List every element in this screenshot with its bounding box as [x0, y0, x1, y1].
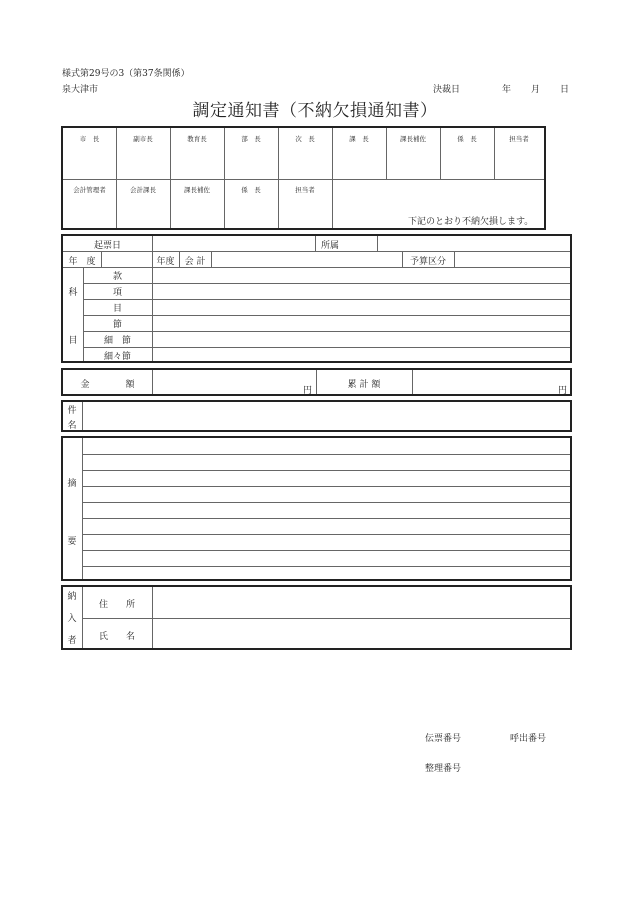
- budget-category-label: 予算区分: [409, 257, 446, 267]
- subject-row-saisaisetsu: 細々節: [103, 352, 131, 362]
- account-label: 会 計: [184, 257, 206, 267]
- cumulative-unit: 円: [558, 386, 568, 396]
- subject-label-bottom: 目: [68, 336, 78, 346]
- budget-category-field[interactable]: [455, 252, 570, 267]
- day-label: 日: [560, 85, 570, 95]
- subject-matter-label-bottom: 名: [67, 421, 77, 431]
- approval-person-in-charge: 担当者: [509, 135, 529, 143]
- month-label: 月: [531, 85, 541, 95]
- subject-row-kan: 款: [112, 272, 122, 282]
- details-table: [61, 234, 572, 363]
- payer-name-label: 氏 名: [98, 632, 135, 642]
- summary-table: [61, 436, 572, 581]
- approval-statement: 下記のとおり不納欠損します。: [408, 217, 534, 227]
- approval-section-chief: 課 長: [349, 135, 369, 143]
- department-field[interactable]: [378, 236, 570, 251]
- summary-label-top: 摘: [67, 479, 77, 489]
- subject-matter-table: [61, 400, 572, 432]
- approval-director: 部 長: [241, 135, 261, 143]
- form-number: 様式第29号の3（第37条関係）: [62, 69, 190, 79]
- amount-table: [61, 368, 572, 396]
- summary-label-bottom: 要: [67, 537, 77, 547]
- issue-date-field[interactable]: [153, 236, 315, 251]
- payer-address-label: 住 所: [98, 600, 135, 610]
- year-label: 年: [502, 85, 512, 95]
- payer-label-2: 入: [67, 614, 77, 624]
- approval-accounting-assistant-chief: 課長補佐: [184, 186, 210, 194]
- approval-table: [61, 126, 546, 230]
- decision-date-label: 決裁日: [433, 85, 461, 95]
- subject-row-saisetsu: 細 節: [103, 336, 131, 346]
- approval-accounting-person-in-charge: 担当者: [295, 186, 315, 194]
- fiscal-year-label: 年 度: [68, 257, 96, 267]
- approval-accounting-manager: 会計管理者: [73, 186, 106, 194]
- amount-field[interactable]: [153, 370, 316, 394]
- approval-deputy-director: 次 長: [295, 135, 315, 143]
- subject-row-setsu: 節: [112, 320, 122, 330]
- payer-table: [61, 585, 572, 650]
- cumulative-field[interactable]: [413, 370, 570, 394]
- fiscal-year-suffix: 年度: [156, 257, 175, 267]
- amount-label: 金 額: [80, 380, 135, 390]
- subject-row-kou: 項: [112, 288, 122, 298]
- approval-mayor: 市 長: [79, 135, 100, 143]
- summary-field[interactable]: [83, 438, 570, 579]
- approval-accounting-chief: 会計課長: [130, 186, 156, 194]
- payer-label-1: 納: [67, 592, 77, 602]
- reference-number-label: 整理番号: [425, 764, 462, 774]
- approval-assistant-chief: 課長補佐: [400, 135, 426, 143]
- approval-accounting-subsection-chief: 係 長: [241, 186, 261, 194]
- subject-row-moku: 目: [112, 304, 122, 314]
- approval-deputy-mayor: 副市長: [133, 135, 153, 143]
- account-field[interactable]: [212, 252, 402, 267]
- call-number-label: 呼出番号: [510, 734, 547, 744]
- page-title: 調定通知書（不納欠損通知書）: [192, 101, 438, 121]
- cumulative-label: 累 計 額: [347, 380, 381, 390]
- payer-name-field[interactable]: [153, 619, 570, 648]
- amount-unit: 円: [303, 386, 313, 396]
- city-name: 泉大津市: [62, 85, 99, 95]
- payer-address-field[interactable]: [153, 587, 570, 618]
- subject-matter-label-top: 件: [67, 406, 77, 416]
- issue-date-label: 起票日: [93, 241, 121, 251]
- subject-matter-field[interactable]: [83, 402, 570, 430]
- department-label: 所属: [320, 241, 339, 251]
- slip-number-label: 伝票番号: [425, 734, 462, 744]
- approval-superintendent: 教育長: [187, 135, 207, 143]
- payer-label-3: 者: [67, 636, 77, 646]
- fiscal-year-field[interactable]: [102, 252, 152, 267]
- subject-label-top: 科: [68, 288, 78, 298]
- approval-subsection-chief: 係 長: [457, 135, 477, 143]
